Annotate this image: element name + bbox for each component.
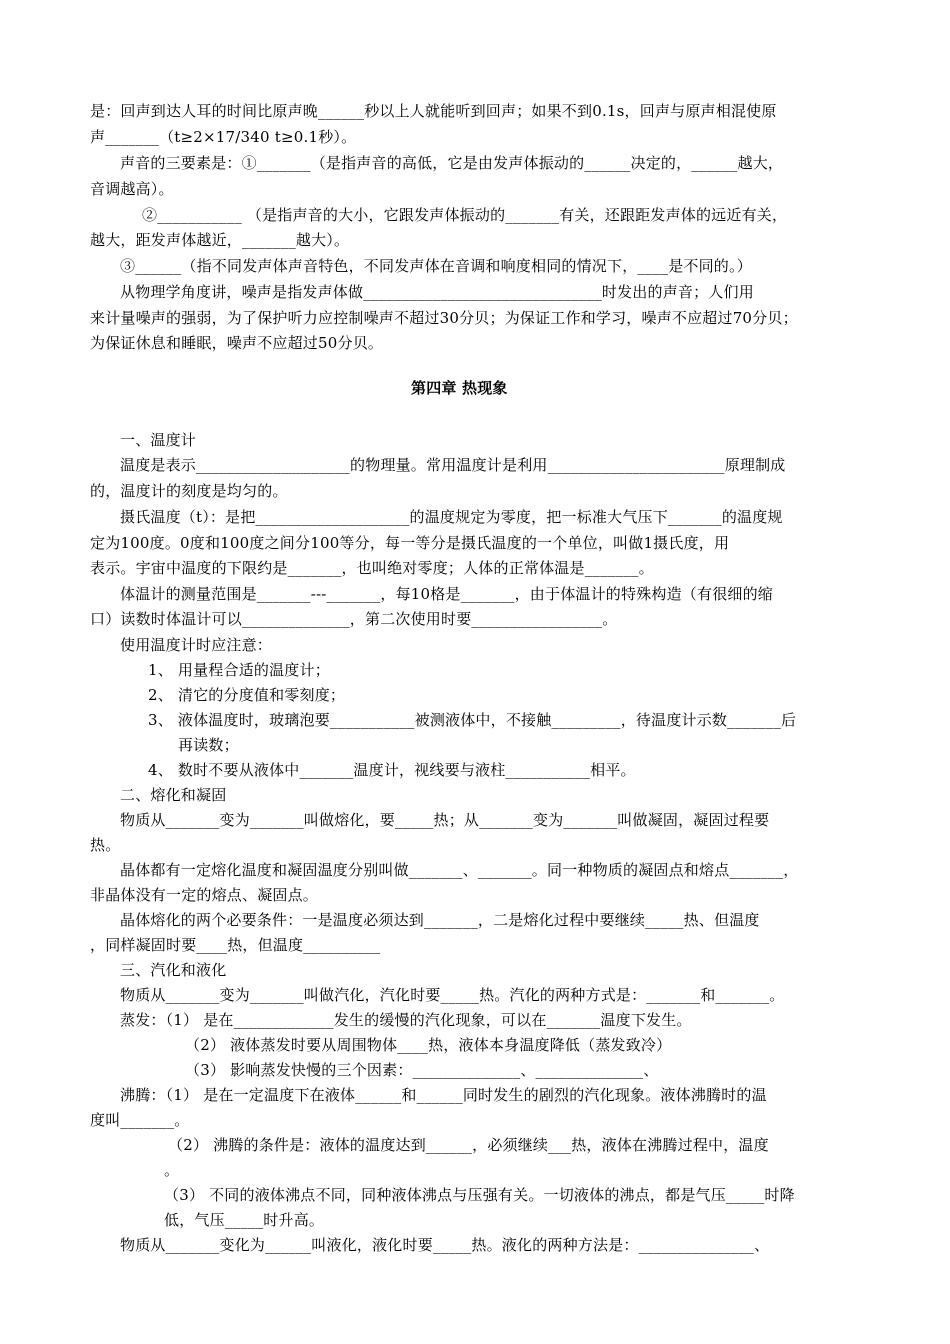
list-item: 3、 液体温度时，玻璃泡要___________被测液体中，不接触_________，待温度计示数_______后 [148, 711, 797, 729]
text-line: 物质从_______变为_______叫做汽化，汽化时要_____热。汽化的两种方式是：_______和_______。 [120, 986, 785, 1004]
text-line: 表示。宇宙中温度的下限约是_______，也叫绝对零度；人体的正常体温是_______。 [90, 559, 654, 577]
text-line: （2） 液体蒸发时要从周围物体____热，液体本身温度降低（蒸发致冷） [185, 1036, 672, 1054]
text-line: 口）读数时体温计可以______________，第二次使用时要_________________。 [90, 610, 618, 628]
text-line: 是：回声到达人耳的时间比原声晚______秒以上人就能听到回声；如果不到0.1s，回声与原声相混使原 [90, 102, 777, 120]
text-line: 晶体熔化的两个必要条件：一是温度必须达到_______，二是熔化过程中要继续_____热、但温度 [120, 911, 760, 929]
text-line: 度叫_______。 [90, 1111, 190, 1129]
text-line: 为保证休息和睡眠，噪声不应超过50分贝。 [90, 334, 384, 352]
list-item: 再读数； [178, 736, 239, 754]
text-line: ②___________ （是指声音的大小，它跟发声体振动的_______有关，还跟距发声体的远近有关， [142, 206, 788, 224]
text-line: 物质从_______变化为______叫液化，液化时要_____热。液化的两种方法是：_______________、 [120, 1236, 770, 1254]
text-line: 温度是表示____________________的物理量。常用温度计是利用_______________________原理制成 [120, 456, 786, 474]
section-heading: 三、汽化和液化 [120, 961, 227, 979]
text-line: 晶体都有一定熔化温度和凝固温度分别叫做_______、_______。同一种物质的凝固点和熔点_______， [120, 861, 799, 879]
text-line: 非晶体没有一定的熔点、凝固点。 [90, 886, 319, 904]
text-line: （2） 沸腾的条件是：液体的温度达到______，必须继续___热，液体在沸腾过程中，温度 [168, 1136, 769, 1154]
text-line: （3） 影响蒸发快慢的三个因素：______________、______________、 [185, 1061, 659, 1079]
list-item: 1、 用量程合适的温度计； [148, 661, 330, 679]
text-line: 从物理学角度讲，噪声是指发声体做_______________________________时发出的声音；人们用 [120, 283, 754, 301]
text-line: ，同样凝固时要____热，但温度__________ [90, 936, 381, 954]
text-line: ③______（指不同发声体声音特色，不同发声体在音调和响度相同的情况下，____是不同的。） [120, 257, 752, 275]
text-line: 来计量噪声的强弱，为了保护听力应控制噪声不超过30分贝；为保证工作和学习，噪声不应超过70分贝； [90, 309, 798, 327]
text-line: 低，气压_____时升高。 [164, 1211, 325, 1229]
text-line: 物质从_______变为_______叫做熔化，要_____热；从_______变为_______叫做凝固，凝固过程要 [120, 811, 770, 829]
text-line: 摄氏温度（t）：是把____________________的温度规定为零度，把一标准大气压下_______的温度规 [120, 508, 783, 526]
text-line: 越大，距发声体越近，_______越大）。 [90, 231, 350, 249]
section-heading: 一、温度计 [120, 431, 197, 449]
text-line: （3） 不同的液体沸点不同，同种液体沸点与压强有关。一切液体的沸点，都是气压_____时降 [164, 1186, 795, 1204]
text-line: 音调越高）。 [90, 180, 174, 198]
list-item: 2、 清它的分度值和零刻度； [148, 686, 346, 704]
text-line: 沸腾：（1） 是在一定温度下在液体______和______同时发生的剧烈的汽化现象。液体沸腾时的温 [120, 1086, 767, 1104]
list-item: 4、 数时不要从液体中_______温度计，视线要与液柱___________相平。 [148, 761, 636, 779]
chapter-title: 第四章 热现象 [411, 379, 508, 397]
text-line: 使用温度计时应注意： [120, 636, 273, 654]
text-line: 体温计的测量范围是_______---_______，每10格是_______，由于体温计的特殊构造（有很细的缩 [120, 585, 773, 603]
text-line: 。 [164, 1161, 180, 1179]
text-line: 的，温度计的刻度是均匀的。 [90, 482, 288, 500]
text-line: 声音的三要素是：①_______（是指声音的高低，它是由发声体振动的______决定的，______越大， [120, 154, 784, 172]
text-line: 热。 [90, 836, 121, 854]
section-heading: 二、熔化和凝固 [120, 786, 227, 804]
text-line: 定为100度。0度和100度之间分100等分，每一等分是摄氏温度的一个单位，叫做1摄氏度，用 [90, 534, 730, 552]
text-line: 蒸发：（1） 是在_____________发生的缓慢的汽化现象，可以在_______温度下发生。 [120, 1011, 692, 1029]
text-line: 声_______（t≥2×17/340 t≥0.1秒）。 [90, 128, 357, 146]
